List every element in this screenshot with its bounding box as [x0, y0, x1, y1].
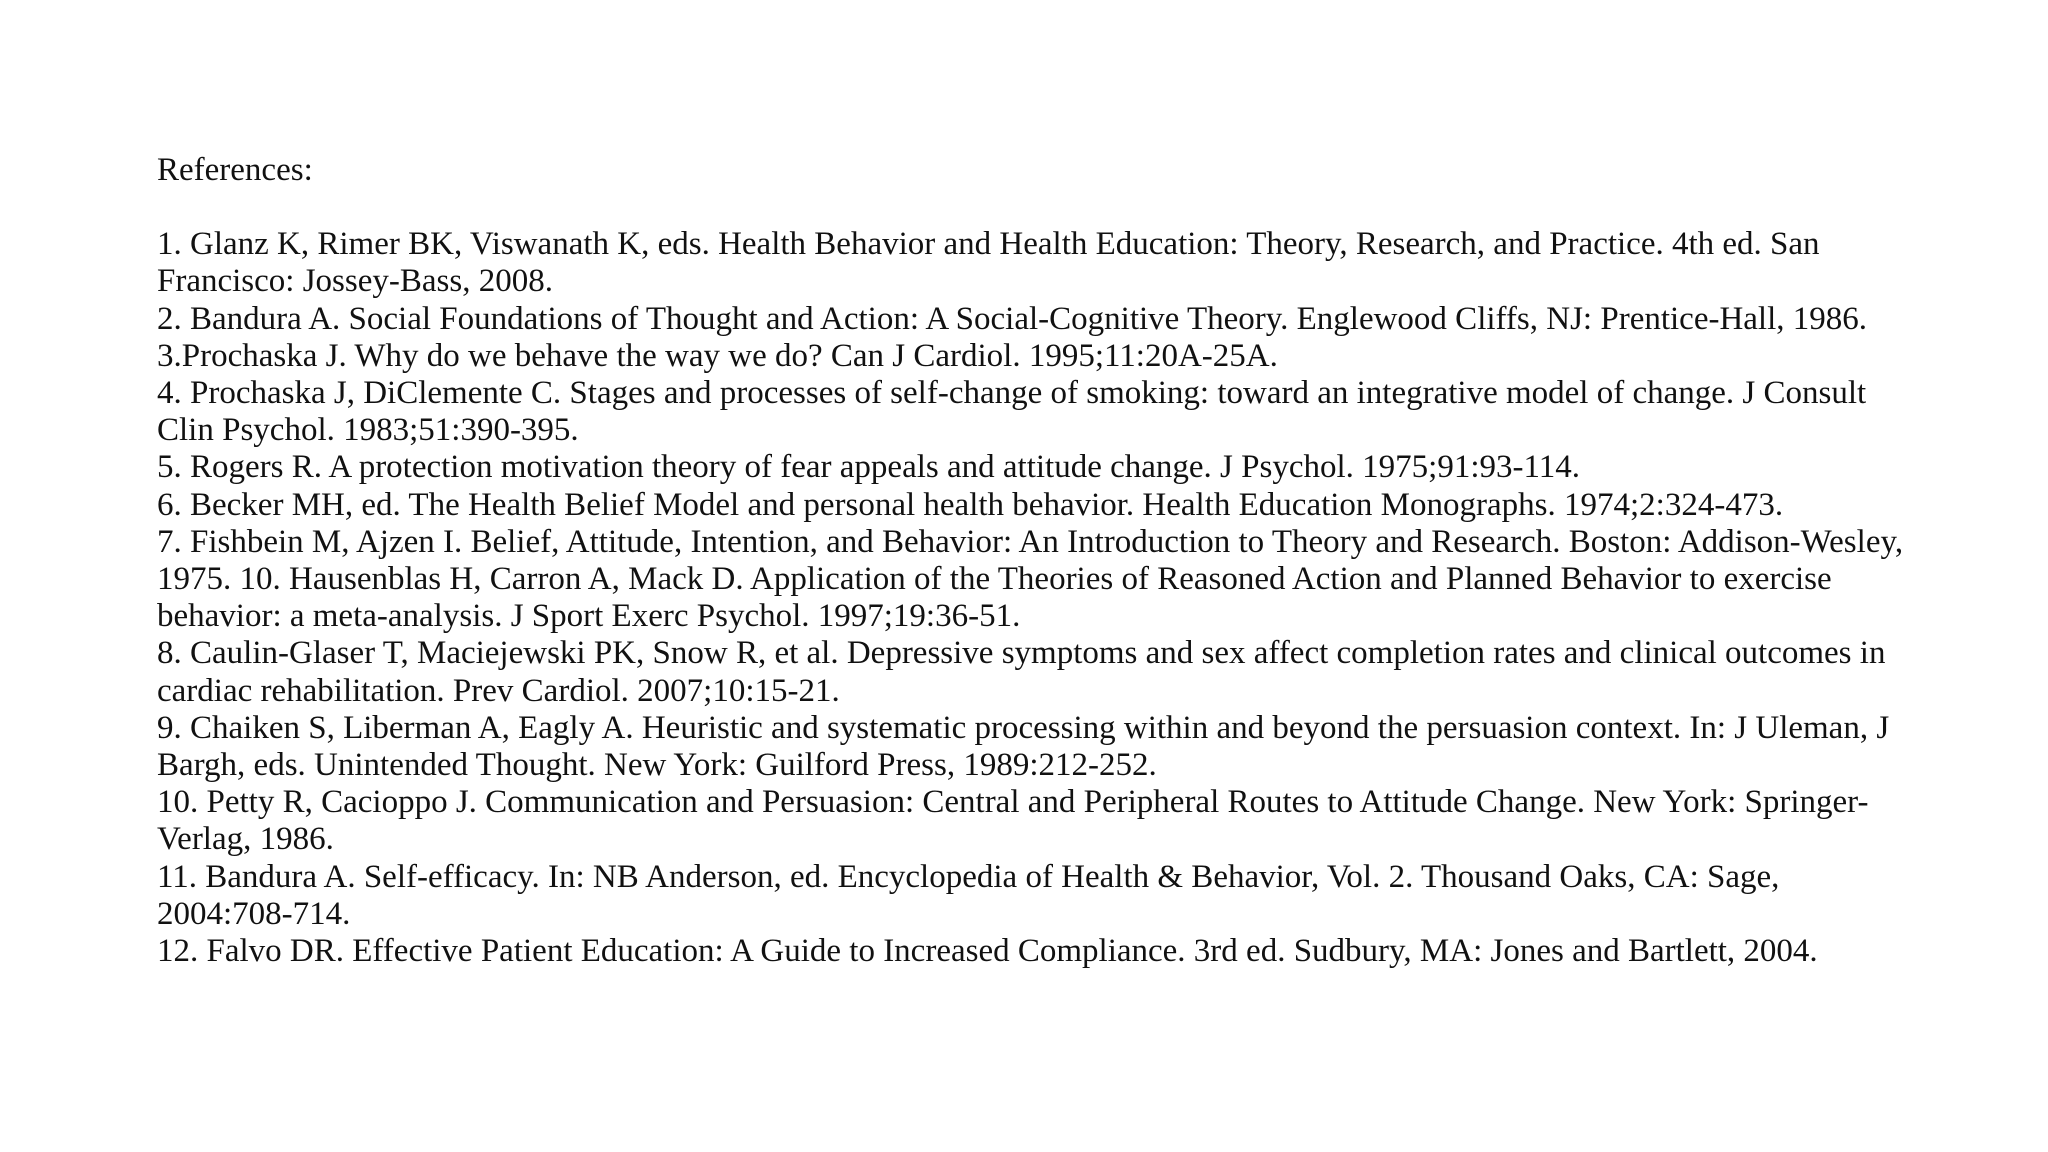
reference-item-8: 8. Caulin-Glaser T, Maciejewski PK, Snow R, et al. Depressive symptoms and sex affect completion rates and clinical outcomes in cardiac rehabilitation. Prev Cardiol. 2007;10:15-21. — [157, 635, 1886, 709]
reference-item-12: 12. Falvo DR. Effective Patient Education: A Guide to Increased Compliance. 3rd ed. Sudbury, MA: Jones and Bartlett, 2004. — [157, 933, 1818, 970]
reference-item-9: 9. Chaiken S, Liberman A, Eagly A. Heuristic and systematic processing within and beyond the persuasion context. In: J Uleman, J Bargh, eds. Unintended Thought. New York: Guilford Press, 1989:212-252. — [157, 709, 1890, 784]
references-heading: References: — [157, 152, 313, 188]
reference-item-3: 3.Prochaska J. Why do we behave the way we do? Can J Cardiol. 1995;11:20A-25A. — [157, 337, 1278, 374]
reference-item-7: 7. Fishbein M, Ajzen I. Belief, Attitude, Intention, and Behavior: An Introduction to Theory and Research. Boston: Addison-Wesley, 1975. 10. Hausenblas H, Carron A, Mack D. Application of the Theories of Reasoned Action and Planned Behavior to exercise behavior: a meta-analysis. J Sport Exerc Psychol. 1997;19:36-51. — [157, 523, 1904, 635]
reference-item-1: 1. Glanz K, Rimer BK, Viswanath K, eds. Health Behavior and Health Education: Theory, Research, and Practice. 4th ed. San Francisco: Jossey-Bass, 2008. — [157, 226, 1820, 300]
reference-item-10: 10. Petty R, Cacioppo J. Communication and Persuasion: Central and Peripheral Routes to Attitude Change. New York: Springer-Verlag, 1986. — [157, 784, 1869, 858]
reference-item-5: 5. Rogers R. A protection motivation theory of fear appeals and attitude change. J Psychol. 1975;91:93-114. — [157, 449, 1580, 486]
reference-item-4: 4. Prochaska J, DiClemente C. Stages and processes of self-change of smoking: toward an integrative model of change. J Consult Clin Psychol. 1983;51:390-395. — [157, 375, 1867, 449]
reference-list — [157, 226, 1917, 970]
references-slide — [157, 152, 1917, 970]
reference-item-2: 2. Bandura A. Social Foundations of Thought and Action: A Social-Cognitive Theory. Englewood Cliffs, NJ: Prentice-Hall, 1986. — [157, 300, 1868, 337]
reference-item-6: 6. Becker MH, ed. The Health Belief Model and personal health behavior. Health Education Monographs. 1974;2:324-473. — [157, 486, 1784, 523]
reference-item-11: 11. Bandura A. Self-efficacy. In: NB Anderson, ed. Encyclopedia of Health & Behavior, Vol. 2. Thousand Oaks, CA: Sage, 2004:708-714. — [157, 858, 1780, 932]
